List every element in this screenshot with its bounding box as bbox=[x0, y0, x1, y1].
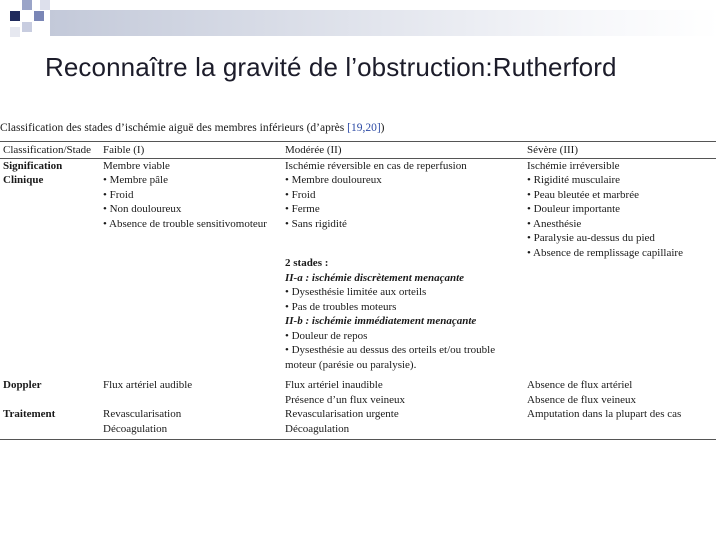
text-line: Revascularisation urgente bbox=[285, 408, 399, 420]
list-item: • Dysesthésie au dessus des orteils et/ou trouble bbox=[285, 343, 524, 358]
bullet-list bbox=[103, 173, 282, 231]
list-item: • Paralysie au-dessus du pied bbox=[527, 231, 716, 246]
cell-doppler-faible: Flux artériel audible bbox=[103, 379, 193, 391]
deco-square bbox=[34, 11, 44, 21]
row-label-signification: Signification bbox=[3, 159, 63, 172]
list-item: • Rigidité musculaire bbox=[527, 173, 716, 188]
text-line: Revascularisation bbox=[103, 408, 182, 420]
header-moderee: Modérée (II) bbox=[282, 142, 524, 159]
cell-signification-faible: Membre viable bbox=[103, 159, 170, 172]
cell-doppler-moderee bbox=[282, 372, 524, 407]
deco-square bbox=[22, 22, 32, 32]
slide-title: Reconnaître la gravité de l’obstruction:Rutherford bbox=[45, 52, 617, 82]
text-line: Décoagulation bbox=[103, 422, 168, 435]
bullet-list bbox=[285, 329, 524, 358]
list-item: • Dysesthésie limitée aux orteils bbox=[285, 285, 524, 300]
cell-signification-moderee: Ischémie réversible en cas de reperfusion bbox=[285, 159, 467, 172]
table-caption bbox=[0, 122, 716, 134]
list-item: • Absence de remplissage capillaire bbox=[527, 246, 716, 261]
list-item: • Froid bbox=[285, 188, 524, 203]
list-item: • Sans rigidité bbox=[285, 217, 524, 232]
list-item: • Froid bbox=[103, 188, 282, 203]
classification-table-wrap bbox=[0, 141, 716, 440]
row-label-doppler: Doppler bbox=[3, 379, 42, 391]
slide-decoration bbox=[0, 0, 720, 40]
row-label-clinique: Clinique bbox=[3, 174, 44, 186]
header-classification: Classification/Stade bbox=[0, 142, 100, 159]
stage-IIa-title: II-a : ischémie discrètement menaçante bbox=[285, 271, 465, 284]
title-band bbox=[50, 10, 720, 36]
caption-close: ) bbox=[380, 122, 385, 134]
header-faible: Faible (I) bbox=[100, 142, 282, 159]
list-item: • Ferme bbox=[285, 202, 524, 217]
list-item: • Peau bleutée et marbrée bbox=[527, 188, 716, 203]
cell-traitement-moderee bbox=[282, 407, 524, 440]
bullet-list bbox=[285, 285, 524, 314]
cell-doppler-severe bbox=[524, 372, 716, 407]
cell-traitement-faible bbox=[100, 407, 282, 440]
stages-heading: 2 stades : bbox=[285, 257, 329, 269]
list-item: • Non douloureux bbox=[103, 202, 282, 217]
list-item: • Absence de trouble sensitivomoteur bbox=[103, 217, 282, 232]
row-label-traitement: Traitement bbox=[0, 407, 100, 440]
header-severe: Sévère (III) bbox=[524, 142, 716, 159]
cell-signification-severe: Ischémie irréversible bbox=[527, 159, 620, 172]
list-item: • Douleur importante bbox=[527, 202, 716, 217]
list-item: • Pas de troubles moteurs bbox=[285, 300, 524, 315]
caption-text: Classification des stades d’ischémie aiguë des membres inférieurs (d’après bbox=[0, 122, 348, 134]
caption-reference: [19,20] bbox=[347, 122, 381, 134]
table-row bbox=[0, 372, 716, 407]
list-item: • Douleur de repos bbox=[285, 329, 524, 344]
deco-square bbox=[10, 27, 20, 37]
stage-IIb-title: II-b : ischémie immédiatement menaçante bbox=[285, 315, 477, 327]
text-line: Décoagulation bbox=[285, 422, 350, 435]
cell-clinique-moderee bbox=[282, 173, 524, 372]
list-item: • Membre douloureux bbox=[285, 173, 524, 188]
deco-square bbox=[10, 11, 20, 21]
text-line: Présence d’un flux veineux bbox=[285, 393, 406, 406]
cell-clinique-faible bbox=[100, 173, 282, 372]
list-item: • Membre pâle bbox=[103, 173, 282, 188]
rutherford-classification-table bbox=[0, 141, 716, 440]
table-header-row bbox=[0, 142, 716, 159]
text-line: Flux artériel inaudible bbox=[285, 379, 383, 391]
table-row bbox=[0, 407, 716, 440]
bullet-list bbox=[285, 173, 524, 231]
cell-clinique-severe bbox=[524, 173, 716, 372]
table-row bbox=[0, 158, 716, 173]
text-line: Absence de flux veineux bbox=[527, 393, 637, 406]
cell-traitement-severe: Amputation dans la plupart des cas bbox=[524, 407, 716, 440]
deco-square bbox=[40, 0, 50, 10]
bullet-list bbox=[527, 173, 716, 260]
list-item: • Anesthésie bbox=[527, 217, 716, 232]
deco-square bbox=[22, 0, 32, 10]
stage-IIb-continuation: moteur (parésie ou paralysie). bbox=[285, 358, 417, 371]
table-row bbox=[0, 173, 716, 372]
text-line: Absence de flux artériel bbox=[527, 379, 633, 391]
